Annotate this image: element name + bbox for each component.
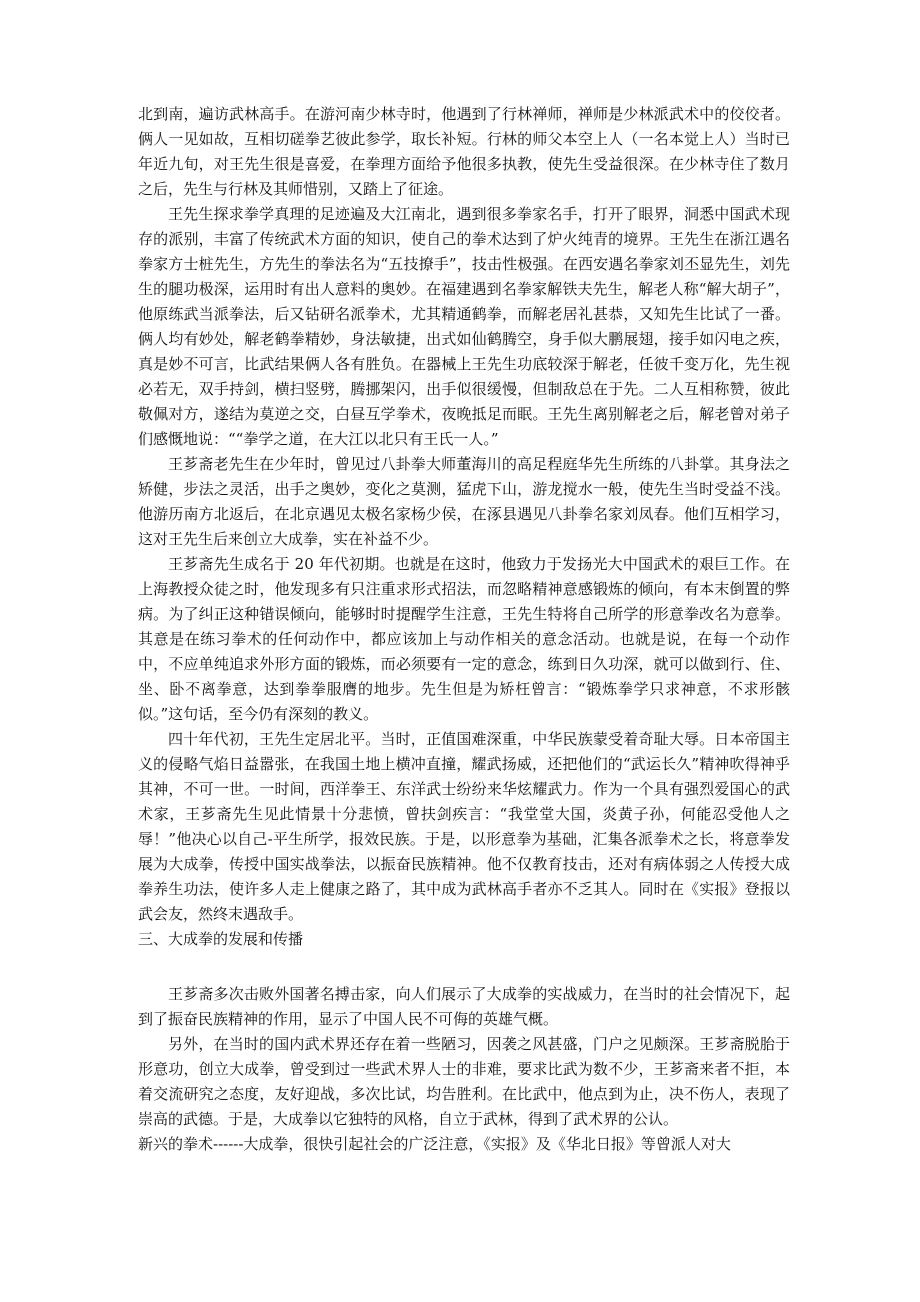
paragraph-victories: 王芗斋多次击败外国著名搏击家，向人们展示了大成拳的实战威力，在当时的社会情况下，起到了振奋民族精神的作用，显示了中国人民不可侮的英雄气概。 bbox=[138, 985, 790, 1028]
paragraph-yiquan: 王芗斋先生成名于 20 年代初期。也就是在这时，他致力于发扬光大中国武术的艰巨工作。在上海教授众徒之时，他发现多有只注重求形式招法，而忽略精神意感锻炼的倾向，有本末倒置的弊病。为了纠正这种错误倾向，能够时时提醒学生注意，王先生特将自己所学的形意拳改名为意拳。其意是在练习拳术的任何动作中，都应该加上与动作相关的意念活动。也就是说，在每一个动作中，不应单纯追求外形方面的锻炼，而必须要有一定的意念，练到日久功深，就可以做到行、住、坐、卧不离拳意，达到拳拳服膺的地步。先生但是为矫枉曾言：“锻炼拳学只求神意，不求形骸似。”这句话，至今仍有深刻的教义。 bbox=[138, 555, 790, 723]
paragraph-bagua: 王芗斋老先生在少年时，曾见过八卦拳大师董海川的高足程庭华先生所练的八卦掌。其身法之矫健，步法之灵活，出手之奥妙，变化之莫测，猛虎下山，游龙搅水一般，使先生当时受益不浅。他游历南方北返后，在北京遇见太极名家杨少侯，在涿县遇见八卦拳名家刘凤春。他们互相学习，这对王先生后来创立大成拳，实在补益不少。 bbox=[138, 455, 790, 548]
paragraph-martial-ethics: 另外，在当时的国内武术界还存在着一些陋习，因袭之风甚盛，门户之见颇深。王芗斋脱胎于形意功，创立大成拳，曾受到过一些武术界人士的非难，要求比武为数不少，王芗斋来者不拒，本着交流研究之态度，友好迎战，多次比试，均告胜利。在比武中，他点到为止，决不伤人，表现了崇高的武德。于是，大成拳以它独特的风格，自立于武林，得到了武术界的公认。 bbox=[138, 1035, 790, 1128]
paragraph-final-line: 新兴的拳术------大成拳，很快引起社会的广泛注意，《实报》及《华北日报》等曾派人对大 bbox=[138, 1135, 731, 1153]
paragraph-travels: 王先生探求拳学真理的足迹遍及大江南北，遇到很多拳家名手，打开了眼界，洞悉中国武术现存的派别，丰富了传统武术方面的知识，使自己的拳术达到了炉火纯青的境界。王先生在浙江遇名拳家方士桩先生，方先生的拳法名为“五技撩手”，技击性极强。在西安遇名拳家刘丕显先生，刘先生的腿功极深，运用时有出人意料的奥妙。在福建遇到名拳家解铁夫先生，解老人称“解大胡子”，他原练武当派拳法，后又钻研名派拳术，尤其精通鹤拳，而解老居礼甚恭，又知先生比试了一番。俩人均有妙处，解老鹤拳精妙，身法敏捷，出式如仙鹤腾空，身手似大鹏展翅，接手如闪电之疾，真是妙不可言，比武结果俩人各有胜负。在器械上王先生功底较深于解老，任彼千变万化，先生视必若无，双手持剑，横扫竖劈，腾挪架闪，出手似很缓慢，但制敌总在于先。二人互相称赞，彼此敬佩对方，遂结为莫逆之交，白昼互学拳术，夜晚抵足而眠。王先生离别解老之后，解老曾对弟子们感慨地说：““拳学之道，在大江以北只有王氏一人。” bbox=[138, 205, 790, 448]
section-gap bbox=[138, 952, 790, 982]
section-heading: 三、大成拳的发展和传播 bbox=[138, 930, 304, 948]
paragraph-dachengquan: 四十年代初，王先生定居北平。当时，正值国难深重，中华民族蒙受着奇耻大辱。日本帝国主义的侵略气焰日益嚣张，在我国土地上横冲直撞，耀武扬威，还把他们的“武运长久”精神吹得神乎其神，不可一世。一时间，西洋拳王、东洋武士纷纷来华炫耀武力。作为一个具有强烈爱国心的武术家，王芗斋先生见此情景十分悲愤，曾扶剑疾言：“我堂堂大国，炎黄子孙，何能忍受他人之辱！”他决心以自己-平生所学，报效民族。于是，以形意拳为基础，汇集各派拳术之长，将意拳发展为大成拳，传授中国实战拳法，以振奋民族精神。他不仅教育技击，还对有病体弱之人传授大成拳养生功法，使许多人走上健康之路了，其中成为武林高手者亦不乏其人。同时在《实报》登报以武会友，然终末遇敌手。 bbox=[138, 730, 790, 923]
paragraph-continuation: 北到南，遍访武林高手。在游河南少林寺时，他遇到了行林禅师，禅师是少林派武术中的佼佼者。俩人一见如故，互相切磋拳艺彼此参学，取长补短。行林的师父本空上人（一名本觉上人）当时已年近九旬，对王先生很是喜爱，在拳理方面给予他很多执教，使先生受益很深。在少林寺住了数月之后，先生与行林及其师惜别，又踏上了征途。 bbox=[138, 105, 790, 198]
document-page bbox=[138, 102, 790, 1157]
